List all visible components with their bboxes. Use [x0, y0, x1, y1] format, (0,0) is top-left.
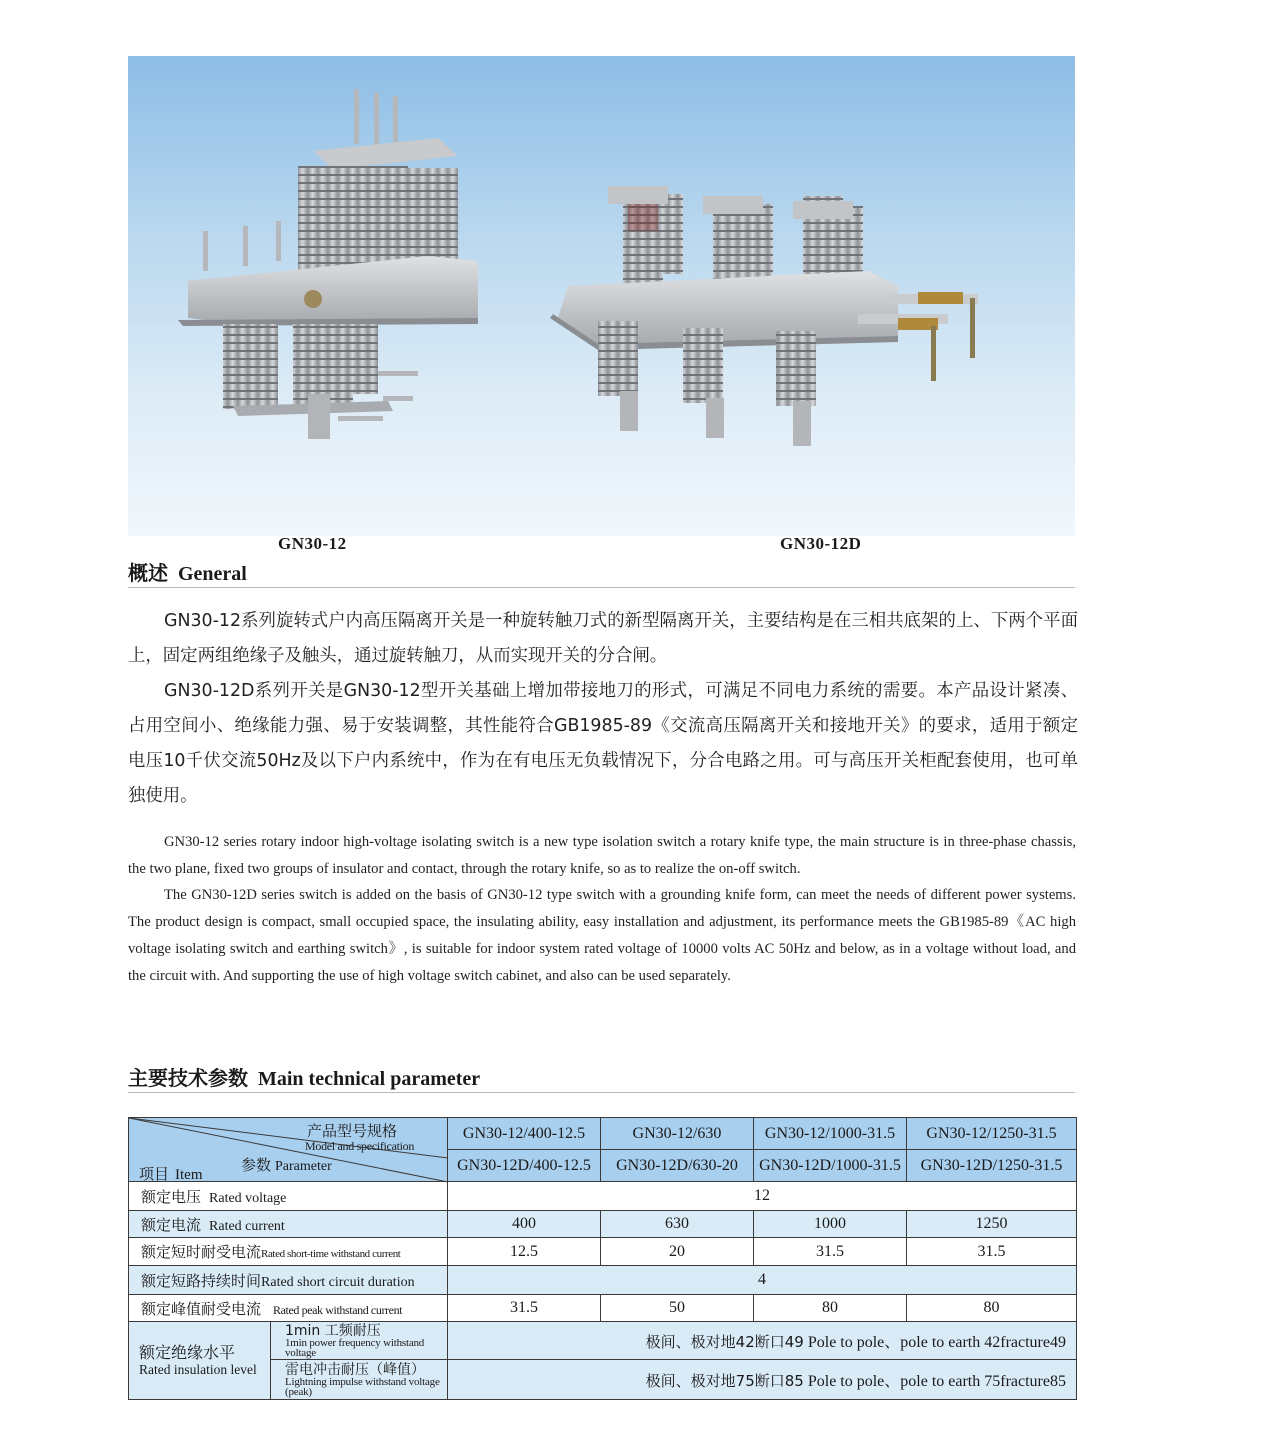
header-item-cn: 项目 — [139, 1165, 170, 1183]
item-label-cn: 额定电流 — [141, 1215, 202, 1234]
model-cell: GN30-12/400-12.5 — [448, 1118, 601, 1150]
general-paragraph-en-1: GN30-12 series rotary indoor high-voltage isolating switch is a new type isolation switch a rotary knife type, the main structure is in three-phase chassis, the two plane, fixed two groups of insulator and contact, through the rotary knife, so as to realize the on-off switch. — [128, 834, 1076, 877]
model-cell: GN30-12D/400-12.5 — [448, 1150, 601, 1182]
section-title-general — [128, 557, 1075, 588]
value-cell — [448, 1360, 1077, 1400]
table-header-row-1 — [129, 1118, 1077, 1150]
item-label-en: Rated current — [209, 1218, 285, 1234]
item-label-cn: 额定短时耐受电流 — [141, 1243, 262, 1261]
value-cell — [448, 1322, 1077, 1360]
model-cell: GN30-12/1000-31.5 — [754, 1118, 907, 1150]
general-paragraph-en-2: The GN30-12D series switch is added on the basis of GN30-12 type switch with a grounding knife form, can meet the needs of different power systems. The product design is compact, small occupied space, the insulating ability, easy installation and adjustment, its performance meets the GB1985-89《AC high voltage isolating switch and earthing switch》, is suitable for indoor system rated voltage of 10000 volts AC 50Hz and below, as in a voltage without load, and the circuit with. And supporting the use of high voltage switch cabinet, and also can be used separately. — [128, 887, 1076, 984]
item-label — [129, 1266, 448, 1295]
value-en: Pole to pole、pole to earth 42fracture49 — [807, 1334, 1066, 1351]
value-cell: 20 — [601, 1238, 754, 1266]
header-param-cn: 参数 — [241, 1156, 272, 1174]
item-label-cn: 额定峰值耐受电流 — [141, 1299, 262, 1318]
sub-item-cn: 雷电冲击耐压（峰值） — [285, 1361, 425, 1378]
value-cell: 4 — [448, 1266, 1077, 1295]
switch-gn30-12d-image — [550, 186, 978, 446]
caption-gn30-12: GN30-12 — [278, 534, 347, 553]
value-cell: 50 — [601, 1295, 754, 1322]
item-label-en: Rated peak withstand current — [273, 1302, 403, 1317]
section-title-params-cn: 主要技术参数 — [128, 1066, 248, 1090]
product-photo-panel — [128, 56, 1075, 553]
row-peak-current — [129, 1295, 1077, 1322]
header-param-label — [241, 1154, 332, 1175]
value-cell: 31.5 — [907, 1238, 1077, 1266]
value-cn: 极间、极对地75断口85 — [645, 1372, 804, 1390]
header-model-en: Model and specification — [305, 1139, 415, 1153]
value-cell: 400 — [448, 1211, 601, 1238]
row-short-circuit-duration — [129, 1266, 1077, 1295]
header-param-en: Parameter — [275, 1159, 332, 1174]
item-label — [129, 1238, 448, 1266]
value-cn: 极间、极对地42断口49 — [645, 1333, 804, 1351]
item-label-en: Rated insulation level — [139, 1362, 257, 1377]
value-cell: 80 — [907, 1295, 1077, 1322]
model-cell: GN30-12/630 — [601, 1118, 754, 1150]
value-cell: 1000 — [754, 1211, 907, 1238]
value-cell: 80 — [754, 1295, 907, 1322]
header-item-en: Item — [175, 1167, 203, 1183]
sub-item-en: 1min power frequency withstand voltage — [285, 1336, 425, 1359]
value-cell: 12.5 — [448, 1238, 601, 1266]
general-paragraph-cn-2: GN30-12D系列开关是GN30-12型开关基础上增加带接地刀的形式，可满足不同电力系统的需要。本产品设计紧凑、占用空间小、绝缘能力强、易于安装调整，其性能符合GB1985-89《交流高压隔离开关和接地开关》的要求，适用于额定电压10千伏交流50Hz及以下户内系统中，作为在有电压无负载情况下，分合电路之用。可与高压开关柜配套使用，也可单独使用。 — [128, 681, 1078, 806]
switch-gn30-12-image — [178, 89, 478, 439]
sub-item-impulse — [271, 1360, 448, 1400]
product-illustration — [128, 56, 1075, 536]
item-label-cn: 额定绝缘水平 — [139, 1343, 236, 1362]
header-model-cn: 产品型号规格 — [307, 1122, 398, 1140]
value-cell: 1250 — [907, 1211, 1077, 1238]
row-insulation-impulse — [129, 1360, 1077, 1400]
section-title-params — [128, 1062, 1075, 1093]
value-cell: 12 — [448, 1182, 1077, 1211]
model-cell: GN30-12D/1000-31.5 — [754, 1150, 907, 1182]
section-title-general-cn: 概述 — [128, 561, 168, 585]
sub-item-en: Lightning impulse withstand voltage (peak) — [285, 1375, 440, 1398]
caption-gn30-12d: GN30-12D — [780, 534, 862, 553]
value-cell: 31.5 — [754, 1238, 907, 1266]
row-insulation-frequency — [129, 1322, 1077, 1360]
value-cell: 31.5 — [448, 1295, 601, 1322]
item-label — [129, 1211, 448, 1238]
parameter-table — [128, 1117, 1077, 1400]
sub-item-cn: 1min 工频耐压 — [285, 1322, 381, 1339]
model-cell: GN30-12/1250-31.5 — [907, 1118, 1077, 1150]
model-cell: GN30-12D/1250-31.5 — [907, 1150, 1077, 1182]
row-rated-voltage — [129, 1182, 1077, 1211]
section-title-general-en: General — [178, 563, 247, 585]
item-label-en: Rated short-time withstand current — [261, 1248, 401, 1260]
value-en: Pole to pole、pole to earth 75fracture85 — [807, 1373, 1066, 1390]
item-label — [129, 1182, 448, 1211]
item-label-cn: 额定电压 — [141, 1187, 202, 1206]
item-label — [129, 1295, 448, 1322]
row-rated-current — [129, 1211, 1077, 1238]
table-header-diagonal-cell — [129, 1118, 448, 1182]
item-label-insulation — [129, 1322, 271, 1400]
item-label-cn: 额定短路持续时间 — [141, 1271, 262, 1290]
sub-item-frequency — [271, 1322, 448, 1360]
item-label-en: Rated voltage — [209, 1190, 287, 1206]
header-item-label — [139, 1163, 203, 1184]
item-label-en: Rated short circuit duration — [261, 1274, 415, 1290]
section-title-params-en: Main technical parameter — [258, 1068, 481, 1090]
general-paragraph-cn-1: GN30-12系列旋转式户内高压隔离开关是一种旋转触刀式的新型隔离开关，主要结构是在三相共底架的上、下两个平面上，固定两组绝缘子及触头，通过旋转触刀，从而实现开关的分合闸。 — [128, 611, 1078, 666]
model-cell: GN30-12D/630-20 — [601, 1150, 754, 1182]
value-cell: 630 — [601, 1211, 754, 1238]
row-short-time-current — [129, 1238, 1077, 1266]
